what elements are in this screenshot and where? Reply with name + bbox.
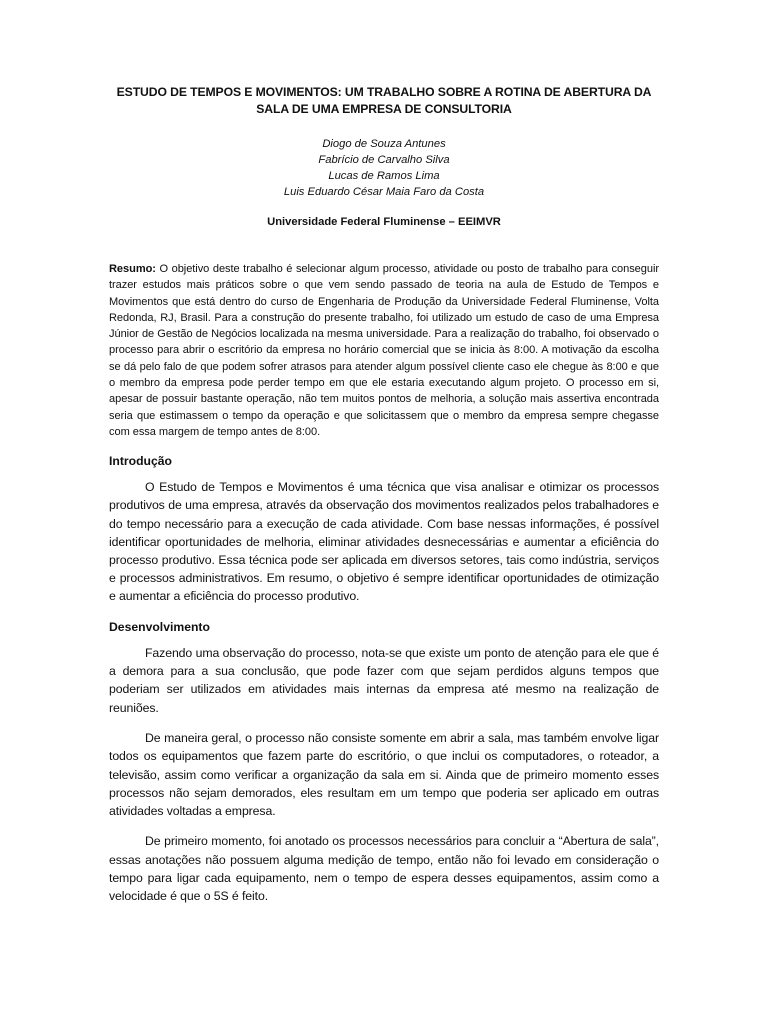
paper-title: ESTUDO DE TEMPOS E MOVIMENTOS: UM TRABALHO SOBRE A ROTINA DE ABERTURA DA SALA DE UMA EMPRESA DE CONSULTORIA <box>116 85 652 116</box>
author-name: Lucas de Ramos Lima <box>328 170 440 182</box>
paragraph: De maneira geral, o processo não consiste somente em abrir a sala, mas também envolve ligar todos os equipamentos que fazem parte do escritório, o que inclui os computadores, o roteador, a televisão, assim como verificar a organização da sala em si. Ainda que de primeiro momento esses processos não sejam demorados, eles resultam em um tempo que poderia ser aplicado em outras atividades voltadas a empresa. <box>109 731 659 818</box>
abstract-label: Resumo: <box>109 263 156 275</box>
author-name: Diogo de Souza Antunes <box>322 138 446 150</box>
paragraph: O Estudo de Tempos e Movimentos é uma técnica que visa analisar e otimizar os processos produtivos de uma empresa, através da observação dos movimentos realizados pelos trabalhadores e do tempo necessário para a execução de cada atividade. Com base nessas informações, é possível identificar oportunidades de melhoria, eliminar atividades desnecessárias e aumentar a eficiência do processo produtivo. Essa técnica pode ser aplicada em diversos setores, tais como indústria, serviços e processos administrativos. Em resumo, o objetivo é sempre identificar oportunidades de otimização e aumentar a eficiência do processo produtivo. <box>109 480 659 604</box>
section-heading-introducao: Introdução <box>109 454 172 469</box>
document-page <box>109 84 659 918</box>
author-name: Fabrício de Carvalho Silva <box>318 154 450 166</box>
paragraph: De primeiro momento, foi anotado os processos necessários para concluir a “Abertura de sala”, essas anotações não possuem alguma medição de tempo, então não foi levado em consideração o tempo para ligar cada equipamento, nem o tempo de espera desses equipamentos, assim como a velocidade é que o 5S é feito. <box>109 834 659 904</box>
abstract-text: O objetivo deste trabalho é selecionar algum processo, atividade ou posto de trabalho para conseguir trazer estudos mais práticos sobre o que vem sendo passado de teoria na aula de Estudo de Tempos e Movimentos que está dentro do curso de Engenharia de Produção da Universidade Federal Fluminense, Volta Redonda, RJ, Brasil. Para a construção do presente trabalho, foi utilizado um estudo de caso de uma Empresa Júnior de Gestão de Negócios localizada na mesma universidade. Para a realização do trabalho, foi observado o processo para abrir o escritório da empresa no horário comercial que se inicia às 8:00. A motivação da escolha se dá pelo falo de que podem sofrer atrasos para atender algum possível cliente caso ele chegue às 8:00 e que o membro da empresa pode perder tempo em que ele estaria executando algum projeto. O processo em si, apesar de possuir bastante operação, não tem muitos pontos de melhoria, a solução mais assertiva encontrada seria que estimassem o tempo da operação e que solicitassem que o membro da empresa sempre chegasse com essa margem de tempo antes de 8:00. <box>109 263 659 438</box>
affiliation: Universidade Federal Fluminense – EEIMVR <box>267 216 501 228</box>
author-name: Luis Eduardo César Maia Faro da Costa <box>283 186 485 198</box>
section-heading-desenvolvimento: Desenvolvimento <box>109 619 210 634</box>
author-list <box>109 136 659 200</box>
abstract <box>109 261 659 440</box>
paragraph: Fazendo uma observação do processo, nota-se que existe um ponto de atenção para ele que é a demora para a sua conclusão, que pode fazer com que sejam perdidos alguns tempos que poderiam ser utilizados em atividades mais internas da empresa até mesmo na realização de reuniões. <box>109 645 659 715</box>
